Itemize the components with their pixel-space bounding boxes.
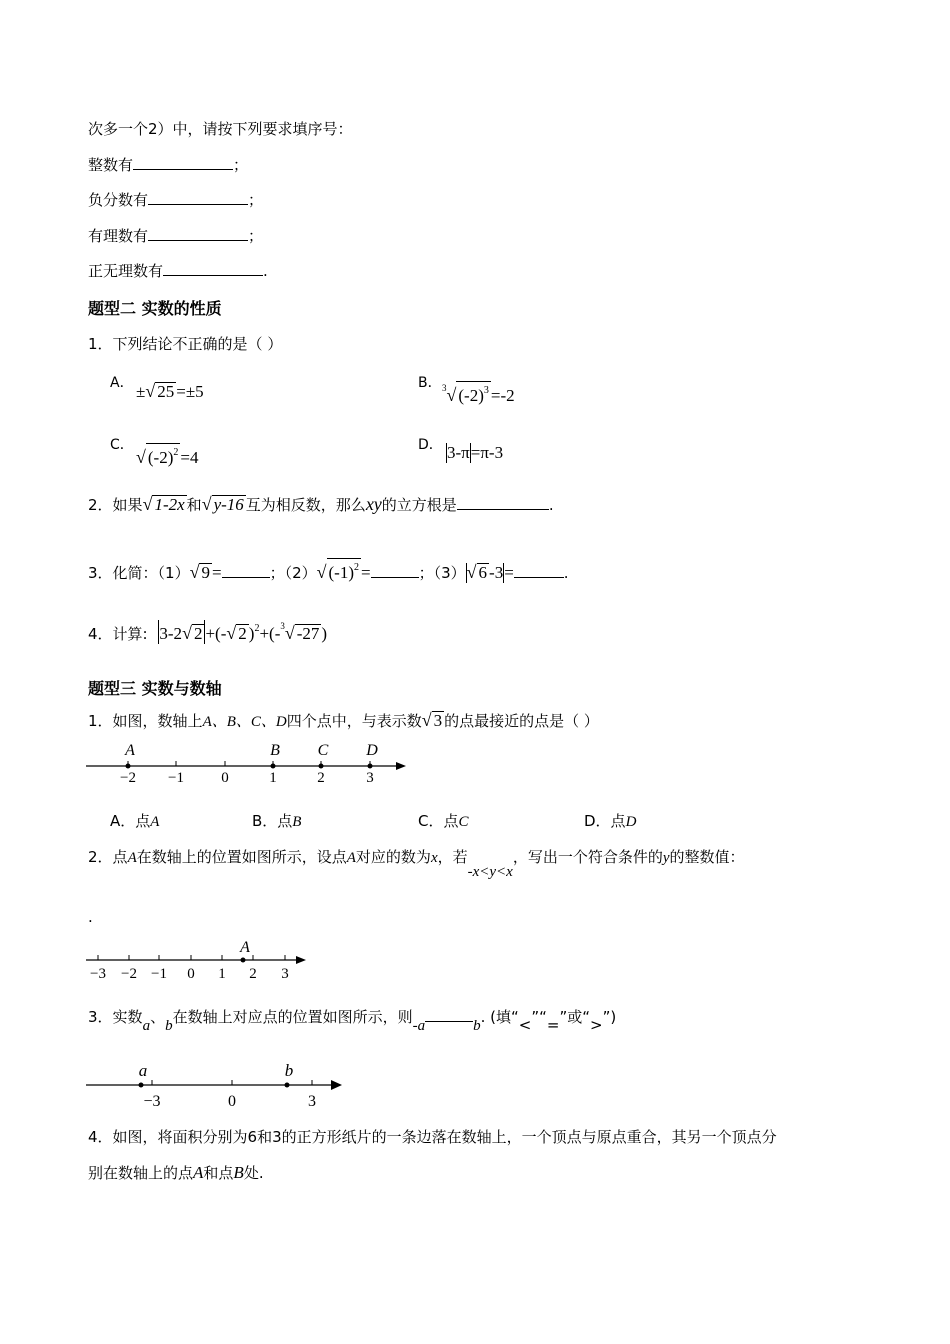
point-marker bbox=[139, 1083, 144, 1088]
option-d[interactable]: D． bbox=[418, 437, 443, 453]
question-3-3: 3．实数a、b在数轴上对应点的位置如图所示，则-a b. (填“<”“=”或“>”) bbox=[88, 1008, 617, 1034]
point-label: A bbox=[240, 939, 250, 956]
fill-row-negative-fractions: 负分数有 ； bbox=[88, 191, 264, 209]
question-2-2: 2．如果√ 1-2x 和√ y-16 互为相反数，那么xy的立方根是 . bbox=[88, 494, 554, 514]
point-marker bbox=[285, 1083, 290, 1088]
number-line-2 bbox=[86, 936, 316, 986]
tick-label: 0 bbox=[228, 1093, 236, 1110]
tick-label: 3 bbox=[308, 1093, 316, 1110]
option-a-expr: ±√ 25 =±5 bbox=[136, 381, 204, 401]
question-3-4: 4．如图，将面积分别为6和3的正方形纸片的一条边落在数轴上，一个顶点与原点重合，其另一个顶点分 bbox=[88, 1128, 777, 1146]
sqrt-sign-icon: √ bbox=[142, 494, 153, 514]
intro-text: 次多一个2）中，请按下列要求填序号： bbox=[88, 120, 353, 138]
sqrt-sign-icon: √ bbox=[145, 381, 156, 401]
option-b-expr: $^3$√ $(-2)^3 =-2$ bbox=[442, 383, 515, 405]
number-line-3 bbox=[86, 1058, 356, 1114]
point-label: b bbox=[284, 1061, 294, 1080]
answer-blank[interactable] bbox=[457, 495, 549, 510]
number-line-1 bbox=[86, 738, 416, 790]
arrow-head-icon bbox=[396, 762, 406, 770]
answer-blank[interactable] bbox=[148, 190, 248, 205]
tick-label: 0 bbox=[187, 966, 195, 982]
point-label: D bbox=[366, 742, 378, 759]
question-2-4: 4．计算: 3-2√ 2 +(-√ 2 )$^2$+(-$^3$√ -27 ) bbox=[88, 621, 328, 643]
root-sign-icon: √ bbox=[446, 385, 457, 405]
sqrt-sign-icon: √ bbox=[421, 710, 432, 730]
fill-row-positive-irrationals: 正无理数有 . bbox=[88, 262, 268, 280]
root-sign-icon: √ bbox=[284, 623, 295, 643]
answer-blank[interactable] bbox=[148, 226, 248, 241]
fill-row-rationals: 有理数有 ； bbox=[88, 227, 264, 245]
tick-label: 2 bbox=[249, 966, 257, 982]
sqrt-sign-icon: √ bbox=[136, 447, 146, 467]
point-marker bbox=[319, 764, 324, 769]
point-label: A bbox=[125, 742, 135, 759]
arrow-head-icon bbox=[296, 956, 306, 964]
section-heading: 题型二 实数的性质 bbox=[88, 299, 222, 318]
tick-label: −2 bbox=[120, 770, 136, 786]
tick-label: 1 bbox=[269, 770, 277, 786]
arrow-head-icon bbox=[331, 1080, 342, 1090]
answer-blank[interactable] bbox=[371, 563, 419, 578]
answer-blank[interactable] bbox=[133, 155, 233, 170]
option-c[interactable]: C． bbox=[110, 437, 134, 453]
tick-label: −1 bbox=[168, 770, 184, 786]
question-3-4-line2: 别在数轴上的点A和点B处. bbox=[88, 1163, 264, 1182]
section-heading: 题型三 实数与数轴 bbox=[88, 679, 222, 698]
answer-blank[interactable] bbox=[163, 261, 263, 276]
sqrt-sign-icon: √ bbox=[189, 562, 200, 582]
option-a[interactable]: A． bbox=[110, 375, 134, 391]
sqrt-sign-icon: √ bbox=[201, 494, 212, 514]
question-3-2: 2．点A在数轴上的位置如图所示，设点A对应的数为x，若-x<y<x，写出一个符合条件的y的整数值： bbox=[88, 848, 745, 880]
tick-label: 1 bbox=[218, 966, 226, 982]
question-3-1: 1．如图，数轴上A、B、C、D四个点中，与表示数√ 3 的点最接近的点是（ ） bbox=[88, 710, 599, 730]
tick-label: 3 bbox=[366, 770, 374, 786]
tick-label: 2 bbox=[317, 770, 325, 786]
sqrt-sign-icon: √ bbox=[466, 562, 477, 582]
fill-row-integers: 整数有 ； bbox=[88, 156, 249, 174]
option-c[interactable]: C．点C bbox=[418, 812, 469, 830]
question-2-1: 1．下列结论不正确的是（ ） bbox=[88, 335, 283, 353]
sqrt-sign-icon: √ bbox=[182, 623, 192, 643]
tick-label: −2 bbox=[121, 966, 137, 982]
option-d[interactable]: D．点D bbox=[584, 812, 637, 830]
point-marker bbox=[271, 764, 276, 769]
tick-label: −3 bbox=[90, 966, 106, 982]
tick-label: 3 bbox=[281, 966, 289, 982]
option-c-expr: √ $(-2)^2 =4$ bbox=[136, 443, 198, 468]
point-label: B bbox=[270, 742, 280, 759]
option-a[interactable]: A．点A bbox=[110, 812, 160, 830]
point-label: C bbox=[317, 742, 329, 759]
option-b[interactable]: B．点B bbox=[252, 812, 302, 830]
tick-label: −1 bbox=[151, 966, 167, 982]
answer-blank[interactable] bbox=[425, 1007, 473, 1022]
point-label: a bbox=[138, 1061, 148, 1080]
tick-label: −3 bbox=[143, 1093, 161, 1110]
question-2-3: 3．化简：（1）√ 9 = ；（2）√ $(-1)^2$ = ；（3）√ 6 -3= . bbox=[88, 558, 569, 583]
point-marker bbox=[241, 958, 246, 963]
answer-blank[interactable] bbox=[514, 563, 564, 578]
sqrt-sign-icon: √ bbox=[226, 623, 237, 643]
option-b[interactable]: B． bbox=[418, 375, 442, 391]
sqrt-sign-icon: √ bbox=[316, 562, 327, 582]
point-marker bbox=[126, 764, 131, 769]
option-d-expr: 3-π=π-3 bbox=[447, 443, 504, 462]
answer-dot: . bbox=[88, 908, 93, 926]
tick-label: 0 bbox=[221, 770, 229, 786]
point-marker bbox=[368, 764, 373, 769]
answer-blank[interactable] bbox=[222, 563, 270, 578]
